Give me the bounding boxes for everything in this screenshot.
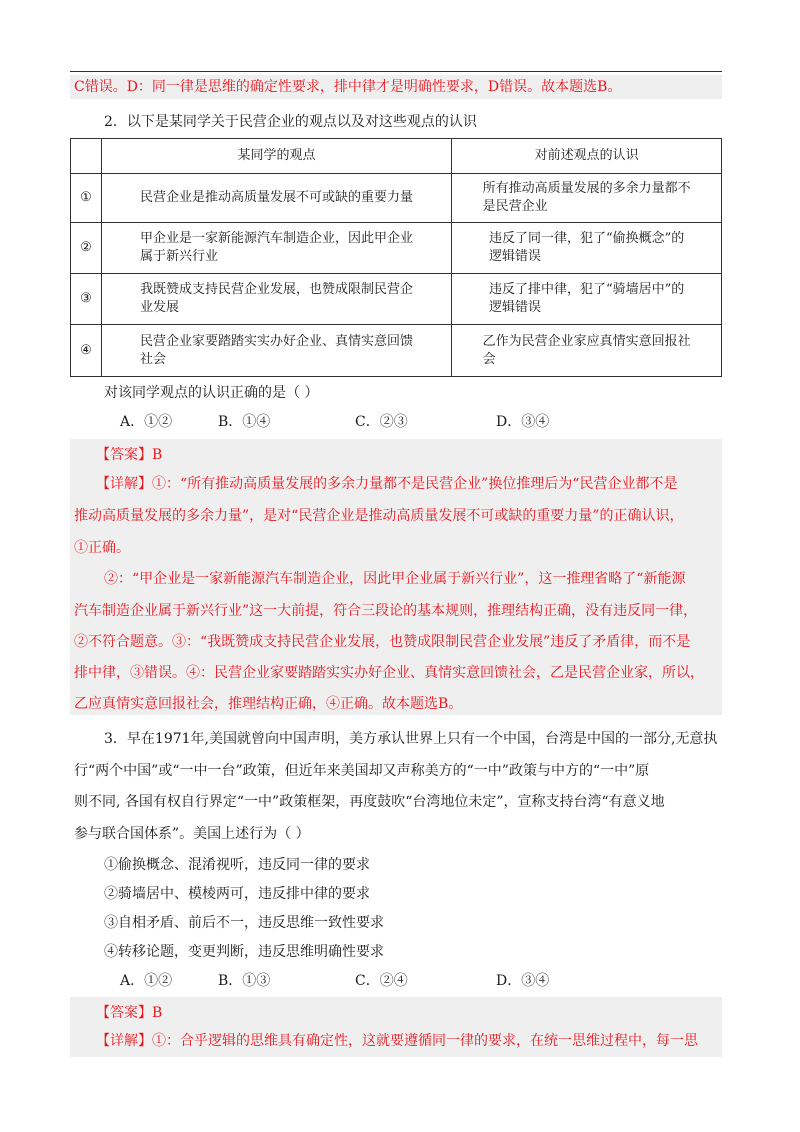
q2-question: 对该同学观点的认识正确的是（ ） <box>104 385 319 401</box>
q3-answer: 【答案】B <box>96 1005 163 1021</box>
row-comment: 违反了同一律，犯了“偷换概念”的 逻辑错误 <box>452 223 722 274</box>
q3-item: ④转移论题，变更判断，违反思维明确性要求 <box>104 944 384 960</box>
q3-item: ②骑墙居中、模棱两可，违反排中律的要求 <box>104 886 370 902</box>
table-row <box>71 274 722 325</box>
row-number: ② <box>71 223 102 274</box>
q3-stem-line: 则不同, 各国有权自行界定“一中”政策框架，再度鼓吹“台湾地位未定”，宣称支持台湾“有意义地 <box>74 794 665 810</box>
q2-explanation-line: ①正确。 <box>74 540 130 556</box>
q2-answer: 【答案】B <box>96 447 163 463</box>
q3-option-d[interactable]: D．③④ <box>496 973 550 989</box>
row-comment: 违反了排中律，犯了“骑墙居中”的 逻辑错误 <box>452 274 722 325</box>
q3-stem-line: 3．早在1971年,美国就曾向中国声明，美方承认世界上只有一个中国，台湾是中国的一部分,无意执 <box>104 731 718 747</box>
table-row <box>71 223 722 274</box>
q2-explanation-line: 推动高质量发展的多余力量”，是对“民营企业是推动高质量发展不可或缺的重要力量”的正确认识， <box>74 508 684 524</box>
q3-item: ③自相矛盾、前后不一，违反思维一致性要求 <box>104 915 384 931</box>
q3-explanation-line: 【详解】①：合乎逻辑的思维具有确定性，这就要遵循同一律的要求，在统一思维过程中，每一思 <box>96 1033 698 1049</box>
table-header-row <box>71 139 722 174</box>
table-row <box>71 174 722 223</box>
q2-explanation-line: ②：“甲企业是一家新能源汽车制造企业，因此甲企业属于新兴行业”，这一推理省略了“新能源 <box>104 571 686 587</box>
row-number: ④ <box>71 325 102 377</box>
row-view: 甲企业是一家新能源汽车制造企业，因此甲企业 属于新兴行业 <box>101 223 451 274</box>
q2-explanation-line: 乙应真情实意回报社会，推理结构正确，④正确。故本题选B。 <box>74 696 463 712</box>
q2-explanation-line: 排中律，③错误。④：民营企业家要踏踏实实办好企业、真情实意回馈社会，乙是民营企业家，所以， <box>74 665 704 681</box>
q2-option-d[interactable]: D．③④ <box>496 414 550 430</box>
row-view: 我既赞成支持民营企业发展，也赞成限制民营企 业发展 <box>101 274 451 325</box>
row-comment: 乙作为民营企业家应真情实意回报社 会 <box>452 325 722 377</box>
q2-option-a[interactable]: A．①② <box>120 414 173 430</box>
q2-explanation-line: 【详解】①：“所有推动高质量发展的多余力量都不是民营企业”换位推理后为“民营企业都不是 <box>96 476 678 492</box>
row-number: ③ <box>71 274 102 325</box>
carryover-explanation: C错误。D：同一律是思维的确定性要求，排中律才是明确性要求，D错误。故本题选B。 <box>74 79 622 95</box>
table-header-comment: 对前述观点的认识 <box>452 139 722 174</box>
opinions-table <box>70 138 722 377</box>
q3-item: ①偷换概念、混淆视听，违反同一律的要求 <box>104 857 370 873</box>
table-header-empty <box>71 139 102 174</box>
row-number: ① <box>71 174 102 223</box>
row-view: 民营企业家要踏踏实实办好企业、真情实意回馈 社会 <box>101 325 451 377</box>
row-comment: 所有推动高质量发展的多余力量都不 是民营企业 <box>452 174 722 223</box>
table-row <box>71 325 722 377</box>
q3-option-b[interactable]: B．①③ <box>218 973 271 989</box>
q2-explanation-line: ②不符合题意。③：“我既赞成支持民营企业发展，也赞成限制民营企业发展”违反了矛盾律，而不是 <box>74 634 691 650</box>
q3-stem-line: 参与联合国体系”。美国上述行为（ ） <box>74 826 310 842</box>
table-header-view: 某同学的观点 <box>101 139 451 174</box>
q2-explanation-line: 汽车制造企业属于新兴行业”这一大前提，符合三段论的基本规则，推理结构正确，没有违反同一律， <box>74 603 698 619</box>
header-rule <box>70 71 722 72</box>
q2-option-b[interactable]: B．①④ <box>218 414 271 430</box>
q2-stem: 2．以下是某同学关于民营企业的观点以及对这些观点的认识 <box>104 114 477 130</box>
q3-option-c[interactable]: C．②④ <box>355 973 408 989</box>
row-view: 民营企业是推动高质量发展不可或缺的重要力量 <box>101 174 451 223</box>
q3-stem-line: 行“两个中国”或“一中一台”政策，但近年来美国却又声称美方的“一中”政策与中方的“一中”原 <box>74 763 650 779</box>
q2-option-c[interactable]: C．②③ <box>355 414 408 430</box>
q3-option-a[interactable]: A．①② <box>120 973 173 989</box>
